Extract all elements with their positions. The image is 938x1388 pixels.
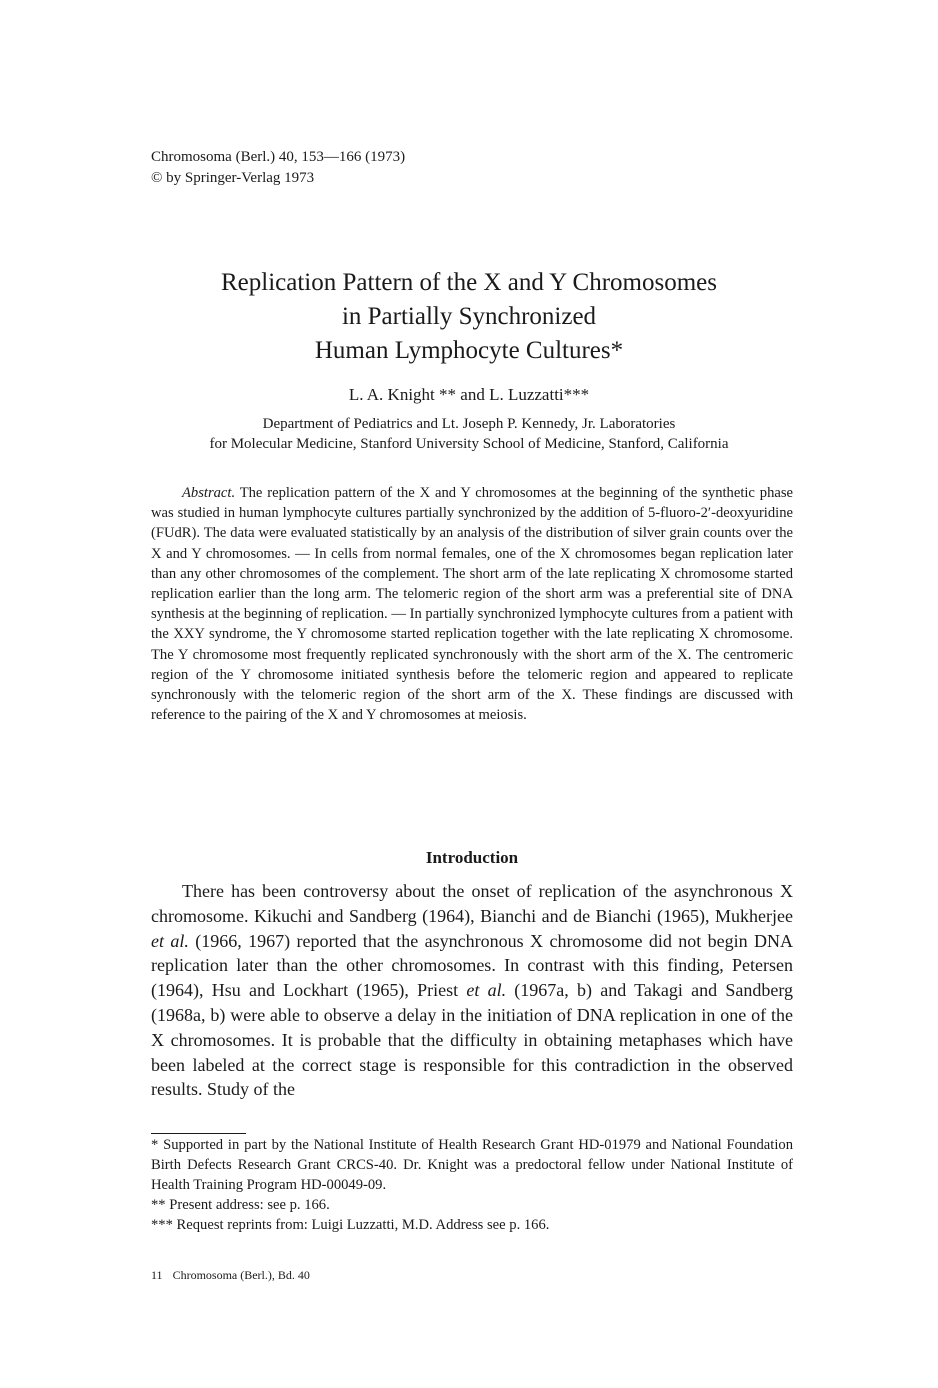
intro-text-2: (1966, 1967) reported that the asynchronous X chromosome did not begin DNA replication later than the other chromosomes. In contrast with this finding, Petersen (1964), Hsu and Lockhart (1965), Priest — [151, 930, 793, 1001]
journal-citation: Chromosoma (Berl.) 40, 153—166 (1973) — [151, 149, 406, 165]
journal-header — [151, 147, 405, 189]
abstract-label: Abstract. — [182, 485, 236, 501]
footnote-3: *** Request reprints from: Luigi Luzzatti, M.D. Address see p. 166. — [151, 1217, 550, 1233]
introduction-paragraph — [151, 879, 793, 1102]
abstract — [151, 483, 793, 725]
affiliation-line-2: for Molecular Medicine, Stanford University School of Medicine, Stanford, California — [209, 436, 729, 452]
footnote-rule — [151, 1133, 246, 1134]
affiliation-line-1: Department of Pediatrics and Lt. Joseph P. Kennedy, Jr. Laboratories — [262, 416, 676, 432]
page-footer — [151, 1267, 310, 1283]
title-line-3: Human Lymphocyte Cultures* — [314, 337, 624, 364]
footnote-2: ** Present address: see p. 166. — [151, 1197, 330, 1213]
introduction-body — [151, 879, 793, 1102]
intro-etal-1: et al. — [151, 930, 189, 951]
affiliation — [100, 414, 838, 454]
intro-text-1: There has been controversy about the onset of replication of the asynchronous X chromosome. Kikuchi and Sandberg (1964), Bianchi and de Bianchi (1965), Mukherjee — [151, 881, 793, 926]
title-line-1: Replication Pattern of the X and Y Chromosomes — [221, 269, 717, 296]
footnotes — [151, 1135, 793, 1235]
paper-title — [100, 266, 838, 368]
title-line-2: in Partially Synchronized — [341, 303, 597, 330]
signature-number: 11 — [151, 1268, 163, 1282]
copyright-line: © by Springer-Verlag 1973 — [151, 170, 315, 186]
intro-text-3: (1967a, b) and Takagi and Sandberg (1968a, b) were able to observe a delay in the initiation of DNA replication in one of the X chromosomes. It is probable that the difficulty in obtaining metaphases which have been labeled at the correct stage is responsible for this contradiction in the observed results. Study of the — [151, 980, 793, 1100]
author-line: L. A. Knight ** and L. Luzzatti*** — [348, 385, 590, 404]
footer-journal: Chromosoma (Berl.), Bd. 40 — [172, 1268, 310, 1282]
intro-etal-2: et al. — [466, 980, 507, 1001]
section-heading-introduction: Introduction — [425, 848, 519, 867]
footnote-1: * Supported in part by the National Institute of Health Research Grant HD-01979 and National Foundation Birth Defects Research Grant CRCS-40. Dr. Knight was a predoctoral fellow under National Institute of Health Training Program HD-00049-09. — [151, 1137, 793, 1193]
abstract-paragraph — [151, 483, 793, 725]
abstract-text: The replication pattern of the X and Y chromosomes at the beginning of the synthetic phase was studied in human lymphocyte cultures partially synchronized by the addition of 5-fluoro-2′-deoxyuridine (FUdR). The data were evaluated statistically by an analysis of the distribution of silver grain counts over the X and Y chromosomes. — In cells from normal females, one of the X chromosomes began replication later than any other chromosomes of the complement. The short arm of the late replicating X chromosome started replication earlier than the long arm. The telomeric region of the short arm was a preferential site of DNA synthesis at the beginning of replication. — In partially synchronized lymphocyte cultures from a patient with the XXY syndrome, the Y chromosome started replication together with the late replicating X chromosome. The Y chromosome most frequently replicated synchronously with the short arm of the X. The centromeric region of the Y chromosome initiated synthesis before the telomeric region and appeared to replicate synchronously with the telomeric region of the short arm of the X. These findings are discussed with reference to the pairing of the X and Y chromosomes at meiosis. — [151, 485, 793, 724]
